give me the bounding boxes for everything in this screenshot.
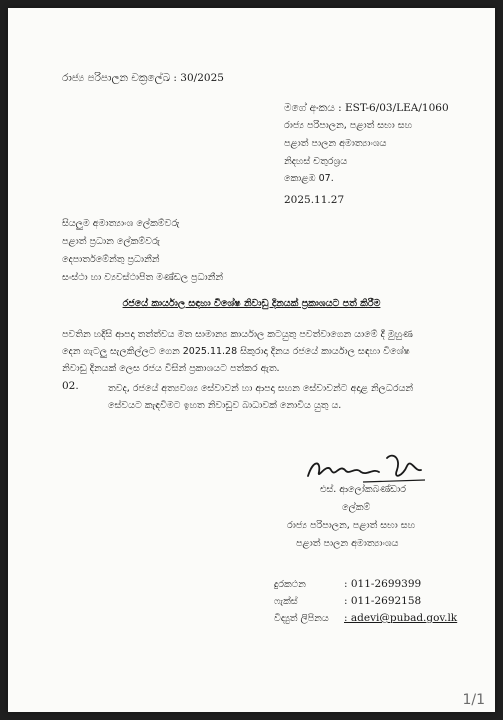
recipient-3: දෙපාර්තමේන්තු ප්‍රධානීන් [62, 254, 160, 265]
signatory-ministry-2: පළාත් පාලන අමාත්‍යාංශය [296, 538, 399, 549]
paragraph-2 [108, 380, 447, 414]
reference-number: මගේ අංකය : EST-6/03/LEA/1060 [284, 102, 449, 114]
signatory-title: ලේකම් [342, 502, 371, 513]
paragraph-1-line-1: පවතින හදිසි ආපදා තත්ත්වය මත සාමාන්‍ය කාර්යාල කටයුතු පවත්වාගෙන යාමේ දී මුහුණ [62, 329, 413, 340]
letter-date: 2025.11.27 [284, 194, 345, 206]
circular-number: රාජ්‍ය පරිපාලන චක්‍රලේඛ : 30/2025 [62, 72, 224, 84]
paragraph-1-line-3: නිවාඩු දිනයක් ලෙස රජය විසින් ප්‍රකාශයට පත්කර ඇත. [62, 363, 280, 374]
signatory-ministry-1: රාජ්‍ය පරිපාලන, පළාත් සභා සහ [287, 520, 416, 531]
paragraph-1 [62, 326, 447, 377]
recipient-1: සියලුම අමාත්‍යාංශ ලේකම්වරු [62, 218, 180, 229]
address-line-2: පළාත් පාලන අමාත්‍යාංශය [284, 138, 387, 149]
fax-label: ෆැක්ස් [274, 596, 298, 607]
email-link[interactable]: : adevi@pubad.gov.lk [344, 612, 458, 624]
paragraph-2-line-1: තවද, රජයේ අත්‍යවශ්‍ය සේවාවන් හා ආපදා සහන සේවාවන්ට අදාළ නිලධරයන් [108, 383, 414, 394]
signature-image [303, 448, 433, 488]
address-line-1: රාජ්‍ය පරිපාලන, පළාත් සභා සහ [284, 120, 413, 131]
address-line-3: නිදහස් චතුරශ්‍රය [284, 156, 348, 167]
paragraph-1-line-2: දෙන ගැටලු සැලකිල්ලට ගෙන 2025.11.28 සිකුරාදා දිනය රජයේ කාර්යාල සඳහා විශේෂ [62, 346, 410, 357]
phone-value: : 011-2699399 [344, 578, 422, 590]
fax-value: : 011-2692158 [344, 595, 422, 607]
page-indicator: 1/1 [462, 692, 485, 708]
paragraph-2-number: 02. [62, 380, 79, 392]
paragraph-2-line-2: සේවයට කැඳවීමට ඉහත නිවාඩුව බාධාවක් නොවිය යුතු ය. [108, 400, 342, 411]
document-page [8, 8, 495, 712]
phone-label: දුරකථන [274, 579, 306, 590]
email-label: විද්‍යුත් ලිපිනය [274, 613, 329, 624]
recipient-4: සංස්ථා හා ව්‍යවස්ථාපිත මණ්ඩල ප්‍රධානීන් [62, 272, 224, 283]
signatory-name: එස්. ආලෝකබණ්ඩාර [320, 484, 406, 495]
recipient-2: පළාත් ප්‍රධාන ලේකම්වරු [62, 236, 160, 247]
address-line-4: කොළඹ 07. [284, 173, 334, 184]
subject-heading: රජයේ කාර්යාල සඳහා විශේෂ නිවාඩු දිනයක් ප්‍රකාශයට පත් කිරීම [122, 298, 381, 309]
